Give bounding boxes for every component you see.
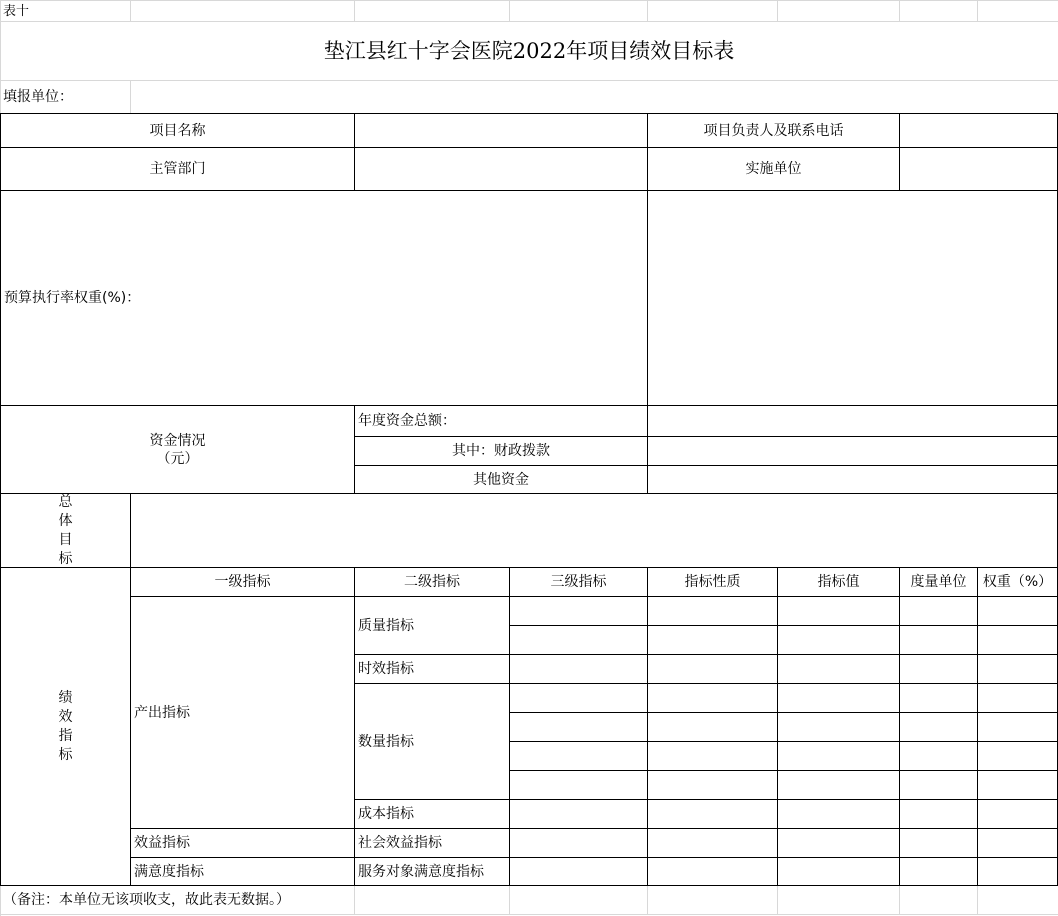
project-leader-label: 项目负责人及联系电话 bbox=[703, 122, 844, 139]
overall-goal-value[interactable] bbox=[131, 494, 1057, 567]
header-value: 指标值 bbox=[817, 574, 860, 590]
header-weight: 权重（%） bbox=[982, 574, 1053, 590]
perf-char: 效 bbox=[58, 708, 73, 725]
funds-label bbox=[1, 406, 354, 493]
level1-output: 产出指标 bbox=[134, 704, 190, 721]
level2-cost: 成本指标 bbox=[358, 806, 414, 822]
overall-goal-char: 体 bbox=[58, 512, 73, 529]
perf-char: 绩 bbox=[58, 689, 73, 706]
overall-goal-char: 标 bbox=[58, 550, 73, 567]
header-unit: 度量单位 bbox=[910, 574, 967, 590]
overall-goal-char: 目 bbox=[58, 531, 73, 548]
level2-timeliness: 时效指标 bbox=[358, 661, 414, 677]
overall-goal-char: 总 bbox=[58, 493, 73, 510]
level1-satisfaction: 满意度指标 bbox=[134, 863, 204, 880]
sheet-label: 表十 bbox=[3, 3, 30, 19]
level2-service-satisfaction: 服务对象满意度指标 bbox=[358, 863, 484, 880]
annual-total-value[interactable] bbox=[648, 406, 1057, 436]
fiscal-funds-label: 其中：财政拨款 bbox=[452, 443, 550, 459]
project-leader-value[interactable] bbox=[900, 114, 1057, 147]
header-level3: 三级指标 bbox=[550, 574, 607, 590]
footer-note: （备注：本单位无该项收支，故此表无数据。） bbox=[3, 892, 290, 908]
header-nature: 指标性质 bbox=[684, 574, 741, 590]
header-level1: 一级指标 bbox=[214, 574, 271, 590]
project-name-value[interactable] bbox=[355, 114, 647, 147]
overall-goal-label bbox=[1, 494, 130, 567]
department-label: 主管部门 bbox=[149, 161, 206, 177]
page-title: 垫江县红十字会医院2022年项目绩效目标表 bbox=[323, 39, 735, 63]
level2-social-benefit: 社会效益指标 bbox=[358, 835, 442, 851]
perf-char: 指 bbox=[58, 727, 73, 744]
annual-total-label: 年度资金总额： bbox=[358, 413, 456, 429]
project-name-label: 项目名称 bbox=[149, 122, 206, 139]
implementing-unit-label: 实施单位 bbox=[745, 161, 802, 177]
perf-char: 标 bbox=[58, 746, 73, 763]
budget-rate-value[interactable] bbox=[648, 191, 1057, 405]
level2-quantity: 数量指标 bbox=[358, 733, 414, 750]
level1-benefit: 效益指标 bbox=[134, 835, 190, 851]
fill-unit-label: 填报单位： bbox=[3, 89, 73, 105]
level2-quality: 质量指标 bbox=[358, 617, 414, 634]
budget-rate-label: 预算执行率权重(%)： bbox=[4, 290, 141, 306]
funds-label-line2: （元） bbox=[156, 450, 199, 467]
header-level2: 二级指标 bbox=[404, 574, 460, 590]
performance-indicator-label bbox=[1, 568, 130, 885]
implementing-unit-value[interactable] bbox=[900, 148, 1057, 190]
other-funds-value[interactable] bbox=[648, 466, 1057, 493]
fiscal-funds-value[interactable] bbox=[648, 437, 1057, 465]
department-value[interactable] bbox=[355, 148, 647, 190]
funds-label-line1: 资金情况 bbox=[149, 432, 206, 449]
other-funds-label: 其他资金 bbox=[473, 471, 529, 488]
